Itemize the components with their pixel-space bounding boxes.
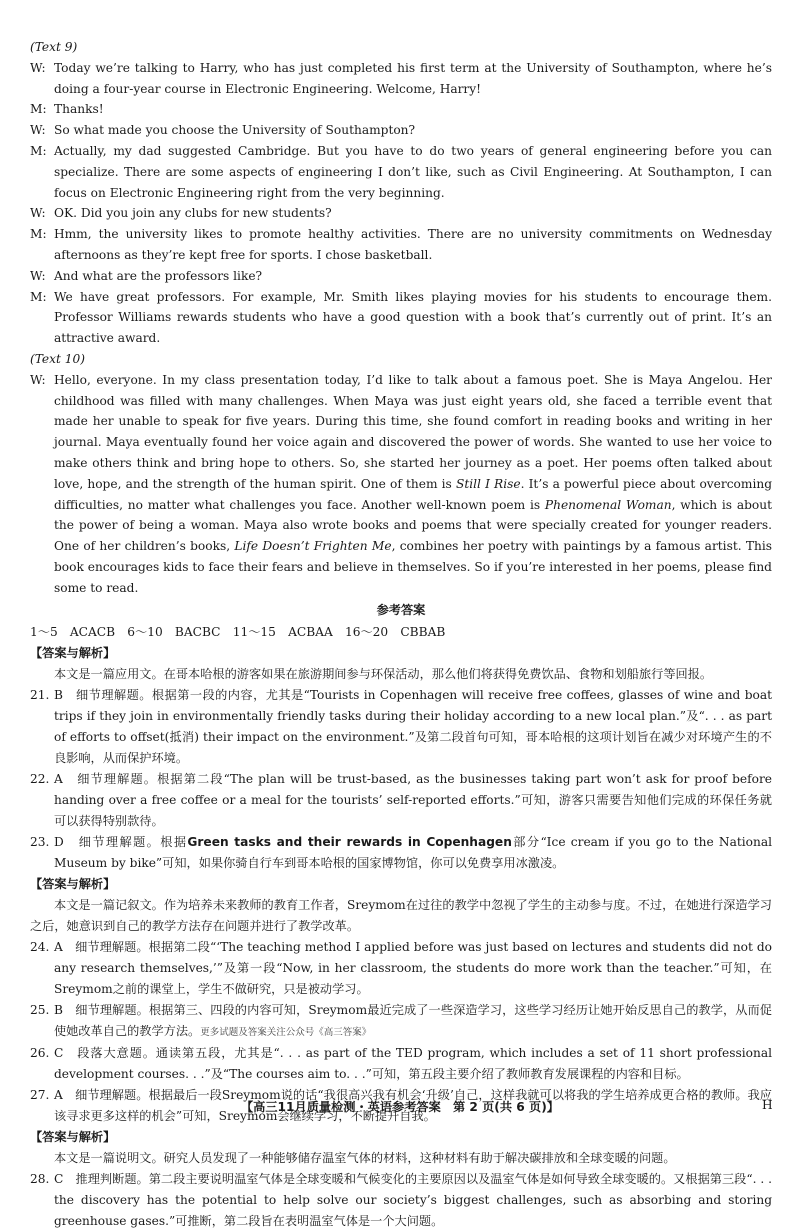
- answer-item: [30, 1169, 772, 1232]
- speaker-label: W:: [30, 206, 46, 221]
- explanation-text: D 细节理解题。根据: [54, 834, 188, 849]
- answer-explanation: [54, 937, 772, 1000]
- dialogue-text: Today we’re talking to Harry, who has just completed his first term at the University of Southampton, where he’s doing a four-year course in Electronic Engineering. Welcome, Harry!: [54, 60, 772, 96]
- question-number: 22.: [30, 771, 50, 786]
- question-number: 27.: [30, 1087, 50, 1102]
- answer-explanation: [54, 769, 772, 832]
- dialogue-text: OK. Did you join any clubs for new students?: [54, 206, 332, 221]
- question-number: 28.: [30, 1171, 50, 1186]
- monologue-text: Hello, everyone. In my class presentation today, I’d like to talk about a famous poet. She is Maya Angelou. Her childhood was filled with many challenges. When Maya was just eight years old, she faced a terrible event that made her unable to speak for five years. During this time, she found comfort in reading books and writing in her journal. Maya eventually found her voice again and discovered the power of words. She wanted to use her voice to make others think and bring hope to others. So, she started her journey as a poet. Her poems often talked about love, hope, and the strength of the human spirit. One of them is Still I Rise. It’s a powerful piece about overcoming difficulties, no matter what challenges you face. Another well-known poem is Phenomenal Woman, which is about the power of being a woman. Maya also wrote books and poems that were specially created for younger readers. One of her children’s books, Life Doesn’t Frighten Me, combines her poetry with paintings by a famous artist. This book encourages kids to face their fears and believe in themselves. So if you’re interested in her poems, please find some to read.: [54, 372, 772, 595]
- poem-title: Still I Rise: [455, 476, 521, 491]
- explanation-text: A 细节理解题。根据最后一段Sreymom说的话“我很高兴我有机会‘升级’自己，这样我就可以将我的学生培养成更合格的教师。我应该寻求更多这样的机会”可知，Sreymom会继续学习，不断提升自我。: [54, 1087, 772, 1123]
- answer-item: [30, 832, 772, 874]
- dialogue-text: We have great professors. For example, Mr. Smith likes playing movies for his students to encourage them. Professor Williams rewards students who have a good question with a book that’s currently out of print. It’s an attractive award.: [54, 289, 772, 346]
- answer-explanation: [54, 832, 772, 874]
- dialogue-line: [30, 224, 772, 266]
- dialogue-text: And what are the professors like?: [54, 268, 263, 283]
- answer-item: [30, 1000, 772, 1043]
- section-heading: 【答案与解析】: [30, 1129, 116, 1144]
- section-summary: 本文是一篇记叙文。作为培养未来教师的教育工作者，Sreymom在过往的教学中忽视了学生的主动参与度。不过，在她进行深造学习之后，她意识到自己的教学方法存在问题并进行了教学改革。: [30, 897, 772, 933]
- dialogue-line: [30, 287, 772, 349]
- dialogue-text: Thanks!: [54, 102, 104, 117]
- dialogue-line: [30, 120, 772, 141]
- text9-label: (Text 9): [30, 40, 78, 54]
- explanation-text: B 细节理解题。根据第三、四段的内容可知，Sreymom最近完成了一些深造学习，这些学习经历让她开始反思自己的教学，从而促使她改革自己的教学方法。: [54, 1002, 772, 1038]
- speaker-label: M:: [30, 289, 47, 304]
- answer-explanation: [54, 1043, 772, 1085]
- dialogue-text: So what made you choose the University of Southampton?: [54, 123, 416, 138]
- dialogue-line: [30, 141, 772, 203]
- explanation-text: C 段落大意题。通读第五段，尤其是“. . . as part of the TED program, which includes a set of 11 short professional development courses. . .”及“The courses aim to. . .”可知，第五段主要介绍了教师教育发展课程的内容和目标。: [54, 1045, 772, 1081]
- answer-keys: 1～5 ACACB 6～10 BACBC 11～15 ACBAA 16～20 CBBAB: [30, 624, 446, 639]
- speaker-label: M:: [30, 227, 47, 242]
- answer-item: [30, 685, 772, 769]
- dialogue-line: [30, 266, 772, 287]
- explanation-text: A 细节理解题。根据第二段“The plan will be trust-based, as the businesses taking part won’t ask for proof before handing over a free coffee or a meal for the tourists’ self-reported efforts.”可知，游客只需要告知他们完成的环保任务就可以获得特别款待。: [54, 771, 772, 828]
- explanation-text: B 细节理解题。根据第一段的内容，尤其是“Tourists in Copenhagen will receive free coffees, glasses of wine and boat trips if they join in environmentally friendly tasks during their holiday according to a new local plan.”及“. . . as part of efforts to offset(抵消) their impact on the environment.”及第二段首句可知，哥本哈根的这项计划旨在减少对环境产生的不良影响，从而保护环境。: [54, 687, 772, 765]
- section-heading: 【答案与解析】: [30, 876, 116, 891]
- dialogue-text: Actually, my dad suggested Cambridge. But you have to do two years of general engineering before you can specialize. There are some aspects of engineering I don’t like, such as Civil Engineering. At Southampton, I can focus on Electronic Engineering right from the very beginning.: [54, 143, 772, 200]
- footer-code: H: [762, 1098, 773, 1112]
- question-number: 21.: [30, 687, 50, 702]
- dialogue-line: [30, 99, 772, 120]
- document-page: [30, 37, 772, 1232]
- answer-item: [30, 1043, 772, 1085]
- answer-explanation: [54, 685, 772, 769]
- poem-title: Phenomenal Woman: [544, 497, 672, 512]
- explanation-section: [30, 643, 772, 874]
- explanation-text: A 细节理解题。根据第二段“‘The teaching method I applied before was just based on lectures and students did not do any research themselves,’”及第一段“Now, in her classroom, the students do more work than the teacher.”可知，在Sreymom之前的课堂上，学生不做研究，只是被动学习。: [54, 939, 772, 996]
- book-title: Life Doesn’t Frighten Me: [234, 539, 392, 554]
- question-number: 26.: [30, 1045, 50, 1060]
- answer-explanation: [54, 1000, 772, 1043]
- footer-text: 【高三11月质量检测・英语参考答案 第 2 页(共 6 页)】: [241, 1100, 559, 1114]
- answers-title: 参考答案: [376, 602, 426, 617]
- speaker-label: W:: [30, 60, 46, 75]
- question-number: 23.: [30, 834, 50, 849]
- answer-item: [30, 769, 772, 832]
- dialogue-line: [30, 203, 772, 224]
- text9-section: [30, 37, 772, 349]
- section-heading: 【答案与解析】: [30, 645, 116, 660]
- answer-explanation: [54, 1169, 772, 1232]
- inline-notice: 更多试题及答案关注公众号《高三答案》: [200, 1026, 372, 1038]
- section-reference: Green tasks and their rewards in Copenhagen: [187, 834, 512, 849]
- section-summary: 本文是一篇应用文。在哥本哈根的游客如果在旅游期间参与环保活动，那么他们将获得免费饮品、食物和划船旅行等回报。: [54, 666, 713, 681]
- dialogue-text: Hmm, the university likes to promote healthy activities. There are no university commitments on Wednesday afternoons as they’re kept free for sports. I chose basketball.: [54, 227, 772, 262]
- explanation-text: C 推理判断题。第二段主要说明温室气体是全球变暖和气候变化的主要原因以及温室气体是如何导致全球变暖的。又根据第三段“. . . the discovery has the potential to help solve our society’s biggest challenges, such as absorbing and storing greenhouse gases.”可推断，第二段旨在表明温室气体是一个大问题。: [54, 1171, 772, 1228]
- speaker-label: W:: [30, 372, 46, 387]
- speaker-label: M:: [30, 143, 47, 158]
- speaker-label: W:: [30, 268, 46, 283]
- text10-monologue: [30, 370, 772, 599]
- speaker-label: M:: [30, 102, 47, 117]
- text10-label: (Text 10): [30, 351, 86, 366]
- question-number: 25.: [30, 1002, 50, 1017]
- answer-item: [30, 937, 772, 1000]
- text10-section: [30, 349, 772, 599]
- explanation-section: [30, 1127, 772, 1232]
- dialogue-line: [30, 58, 772, 100]
- question-number: 24.: [30, 939, 50, 954]
- explanation-text: 部分“Ice cream if you go to the National Museum by bike”可知，如果你骑自行车到哥本哈根的国家博物馆，你可以免费享用冰激凌。: [54, 834, 773, 870]
- explanation-section: [30, 874, 772, 1127]
- section-summary: 本文是一篇说明文。研究人员发现了一种能够储存温室气体的材料，这种材料有助于解决碳排放和全球变暖的问题。: [54, 1150, 676, 1165]
- speaker-label: W:: [30, 123, 46, 138]
